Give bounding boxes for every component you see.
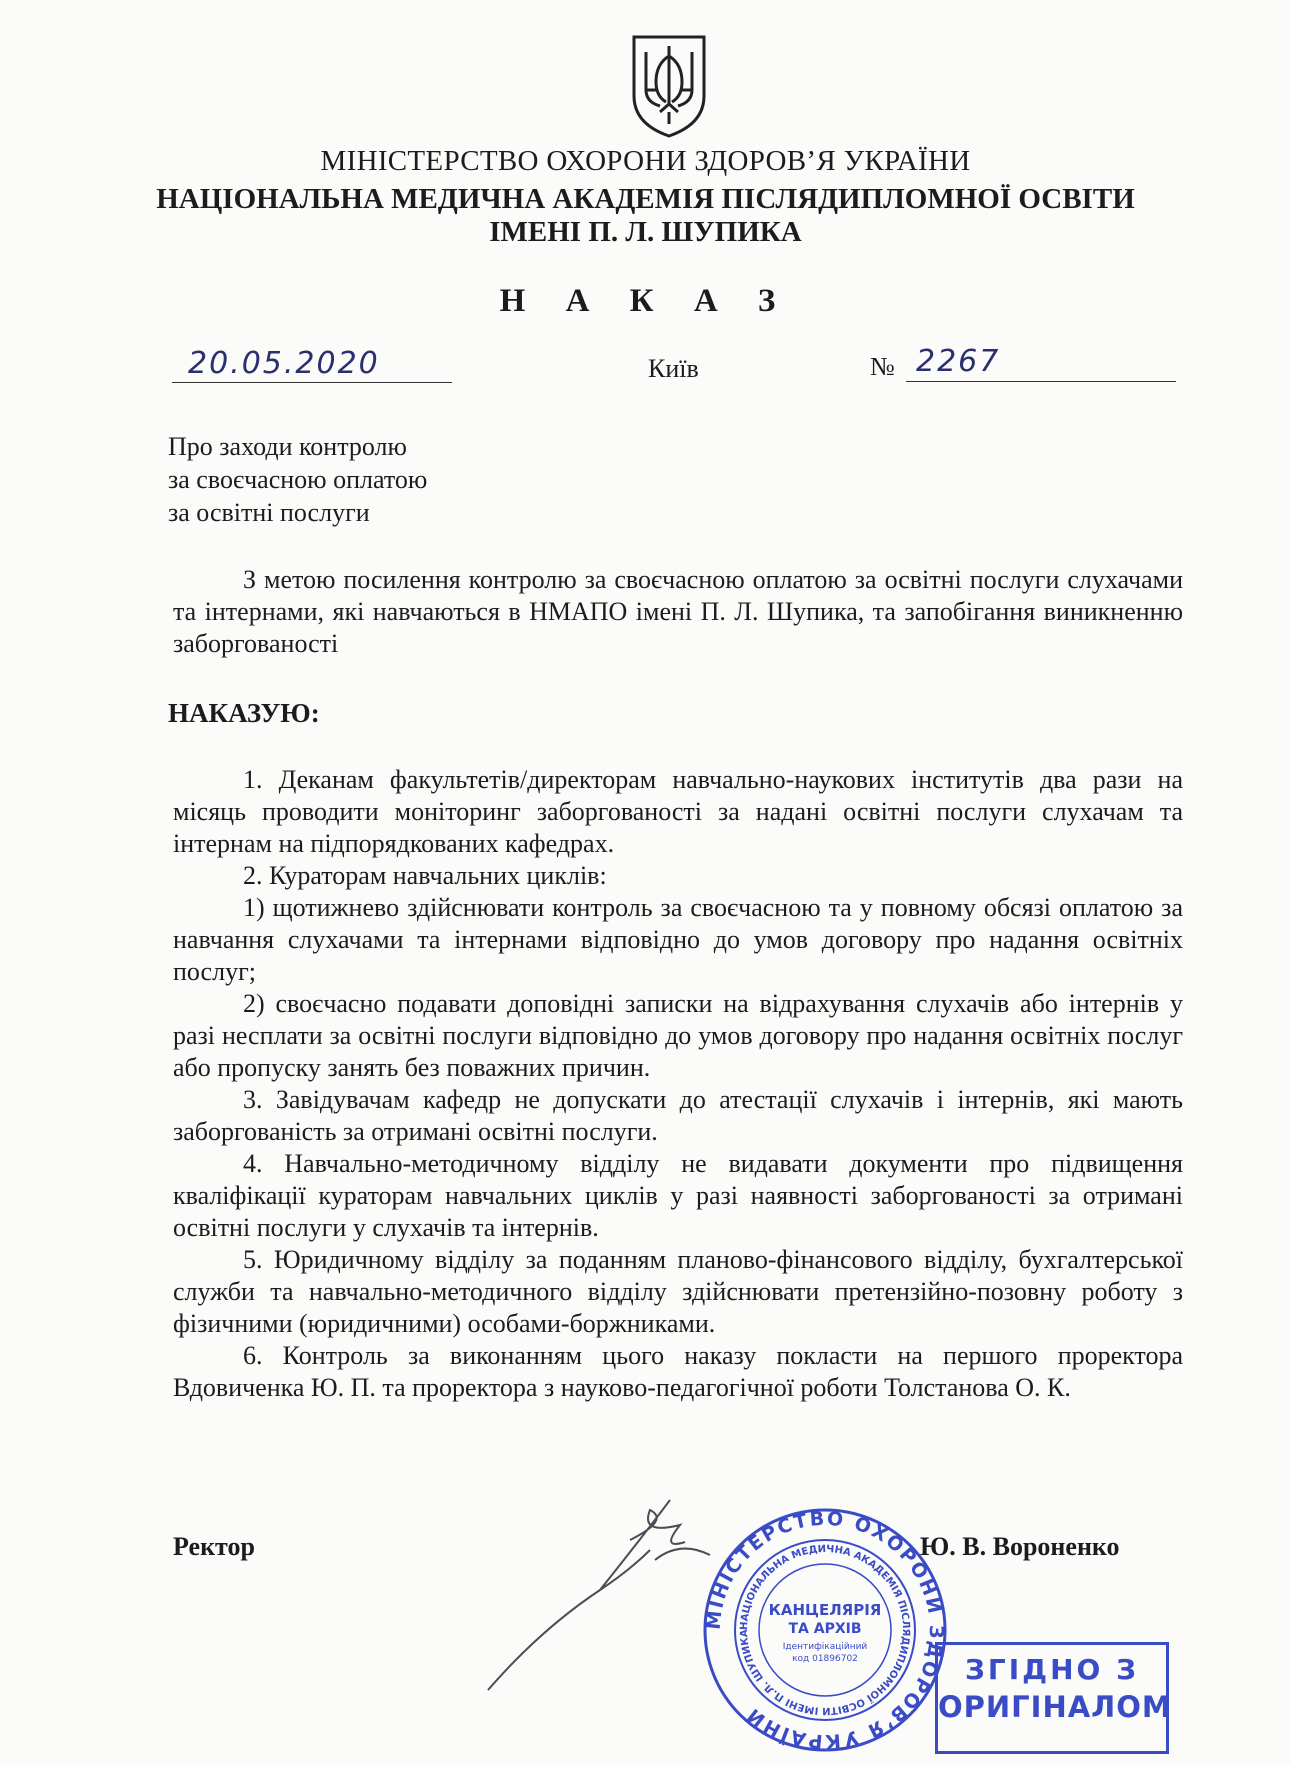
- stamp-center-line: код 01896702: [792, 1654, 858, 1664]
- order-subject: [168, 430, 427, 529]
- certified-stamp-line: ЗГІДНО З: [965, 1653, 1139, 1686]
- order-item: 2. Кураторам навчальних циклів:: [243, 861, 607, 890]
- order-subitem: 1) щотижнево здійснювати контроль за своєчасною та у повному обсязі оплатою за навчання слухачами та інтернами відповідно до умов договору про надання освітніх послуг;: [173, 893, 1183, 986]
- certified-copy-stamp: [935, 1642, 1172, 1754]
- date-underline: [172, 382, 452, 383]
- official-round-stamp: [700, 1505, 950, 1755]
- signatory-name: Ю. В. Вороненко: [920, 1532, 1120, 1561]
- order-date: 20.05.2020: [188, 346, 380, 381]
- ministry-name: МІНІСТЕРСТВО ОХОРОНИ ЗДОРОВ’Я УКРАЇНИ: [320, 145, 971, 177]
- coat-of-arms-icon: [630, 34, 708, 139]
- order-subitem: 2) своєчасно подавати доповідні записки на відрахування слухачів або інтернів у разі несплати за освітні послуги відповідно до умов договору про надання освітніх послуг або пропуску занять без поважних причин.: [173, 989, 1183, 1082]
- subject-line: за освітні послуги: [168, 498, 370, 527]
- academy-named-after: ІМЕНІ П. Л. ШУПИКА: [489, 216, 802, 248]
- order-word: НАКАЗУЮ:: [168, 698, 320, 728]
- certified-stamp-line: ОРИГІНАЛОМ: [938, 1690, 1172, 1724]
- preamble-text: З метою посилення контролю за своєчасною оплатою за освітні послуги слухачами та інтернами, які навчаються в НМАПО імені П. Л. Шупика, та запобігання виникненню заборгованості: [173, 565, 1183, 658]
- signatory-title: Ректор: [173, 1532, 255, 1561]
- order-item: 4. Навчально-методичному відділу не видавати документи про підвищення кваліфікації кураторам навчальних циклів у разі наявності заборгованості за отримані освітні послуги у слухачів та інтернів.: [173, 1149, 1183, 1242]
- subject-line: Про заходи контролю: [168, 432, 407, 461]
- order-items: [173, 764, 1183, 1404]
- order-item: 3. Завідувачам кафедр не допускати до атестації слухачів і інтернів, які мають заборгованість за отримані освітні послуги.: [173, 1085, 1183, 1146]
- preamble: [173, 564, 1183, 660]
- stamp-inner-ring-text: НАЦІОНАЛЬНА МЕДИЧНА АКАДЕМІЯ ПІСЛЯДИПЛОМНОЇ ОСВІТИ ІМЕНІ П.Л. ШУПИКА: [738, 1543, 912, 1717]
- stamp-center-line: КАНЦЕЛЯРІЯ: [768, 1601, 882, 1619]
- subject-line: за своєчасною оплатою: [168, 465, 428, 494]
- stamp-center-line: ТА АРХІВ: [788, 1621, 862, 1637]
- stamp-ring-text: МІНІСТЕРСТВО ОХОРОНИ ЗДОРОВ’Я УКРАЇНИ: [702, 1507, 948, 1753]
- order-item: 1. Деканам факультетів/директорам навчально-наукових інститутів два рази на місяць проводити моніторинг заборгованості за надані освітні послуги слухачам та інтернам на підпорядкованих кафедрах.: [173, 765, 1183, 858]
- order-item: 5. Юридичному відділу за поданням планово-фінансового відділу, бухгалтерської служби та навчально-методичного відділу здійснювати претензійно-позовну роботу з фізичними (юридичними) особами-боржниками.: [173, 1245, 1183, 1338]
- document-type: Н А К А З: [499, 283, 792, 319]
- stamp-center-line: Ідентифікаційний: [782, 1642, 868, 1652]
- order-number: 2267: [916, 344, 1001, 379]
- order-item: 6. Контроль за виконанням цього наказу покласти на першого проректора Вдовиченка Ю. П. та проректора з науково-педагогічної роботи Толстанова О. К.: [173, 1341, 1183, 1402]
- number-underline: [906, 381, 1176, 382]
- number-label: №: [870, 352, 895, 381]
- order-city: Київ: [648, 354, 699, 383]
- academy-name: НАЦІОНАЛЬНА МЕДИЧНА АКАДЕМІЯ ПІСЛЯДИПЛОМНОЇ ОСВІТИ: [156, 183, 1135, 215]
